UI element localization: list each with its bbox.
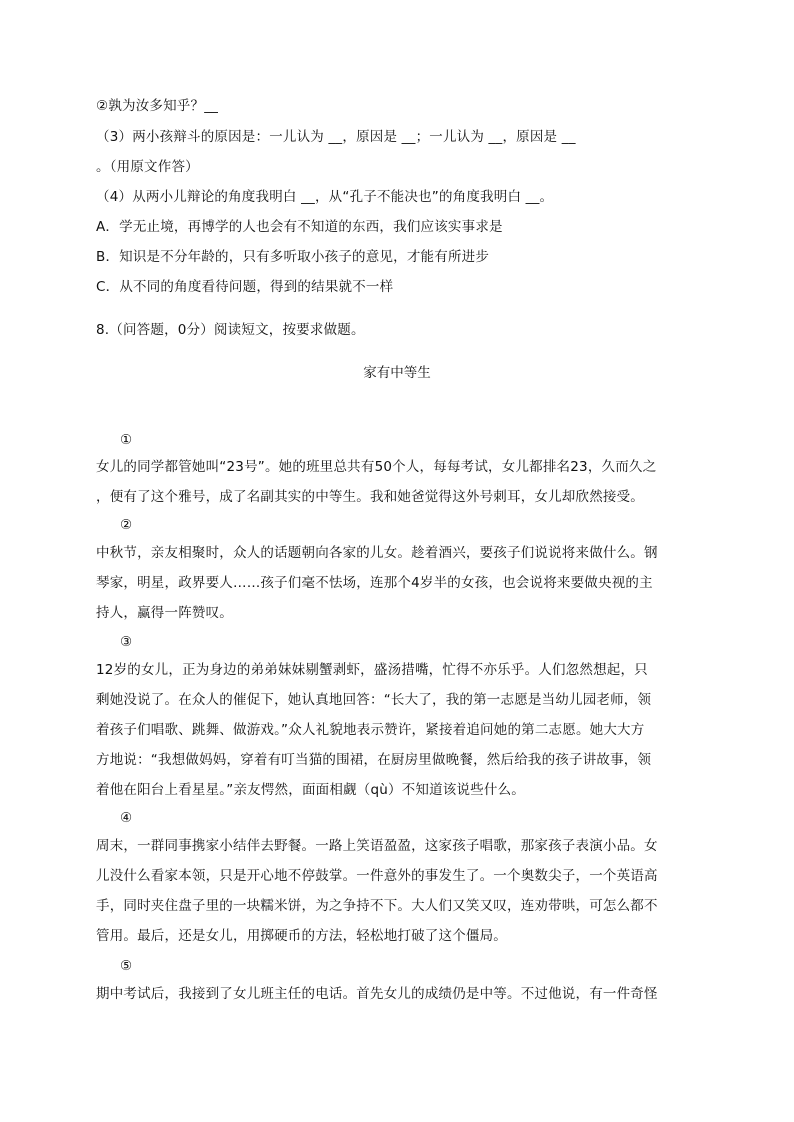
paragraph-marker: ④ [120,810,133,826]
paragraph-line: 儿没什么看家本领，只是开心地不停鼓掌。一件意外的事发生了。一个奥数尖子，一个英语高 [96,868,658,884]
paragraph-line: 中秋节，亲友相聚时，众人的话题朝向各家的儿女。趁着酒兴，要孩子们说说将来做什么。钢 [96,545,658,561]
paragraph-line: ，便有了这个雅号，成了名副其实的中等生。我和她爸觉得这外号刺耳，女儿却欣然接受。 [96,489,644,505]
option-b: B．知识是不分年龄的，只有多听取小孩子的意见，才能有所进步 [96,249,490,265]
question-7-part4: （4）从两小儿辩论的角度我明白 __，从“孔子不能决也”的角度我明白 __。 [96,189,554,205]
paragraph-line: 方地说：“我想做妈妈，穿着有叮当猫的围裙，在厨房里做晚餐，然后给我的孩子讲故事，领 [96,752,652,768]
question-8-header: 8.（问答题，0分）阅读短文，按要求做题。 [96,322,365,338]
paragraph-line: 管用。最后，还是女儿，用掷硬币的方法，轻松地打破了这个僵局。 [96,928,507,944]
paragraph-line: 琴家，明星，政界要人……孩子们毫不怯场，连那个4岁半的女孩，也会说将来要做央视的主 [96,575,653,591]
paragraph-line: 手，同时夹住盘子里的一块糯米饼，为之争持不下。大人们又笑又叹，连劝带哄，可怎么都不 [96,898,658,914]
option-c: C．从不同的角度看待问题，得到的结果就不一样 [96,279,394,295]
paragraph-line: 着他在阳台上看星星。”亲友愕然，面面相觑（qù）不知道该说些什么。 [96,782,525,798]
paragraph-marker: ⑤ [120,958,133,974]
paragraph-marker: ① [120,432,133,448]
question-7-part3-line2: 。（用原文作答） [96,159,199,175]
paragraph-line: 剩她没说了。在众人的催促下，她认真地回答：“长大了，我的第一志愿是当幼儿园老师，领 [96,692,652,708]
paragraph-line: 着孩子们唱歌、跳舞、做游戏。”众人礼貌地表示赞许，紧接着追问她的第二志愿。她大大方 [96,722,645,738]
question-7-sub2: ②孰为汝多知乎？__ [96,98,219,114]
paragraph-marker: ② [120,517,133,533]
paragraph-line: 女儿的同学都管她叫“23号”。她的班里总共有50个人，每每考试，女儿都排名23，久而久之 [96,459,657,475]
paragraph-line: 持人，赢得一阵赞叹。 [96,605,233,621]
question-7-part3-line1: （3）两小孩辩斗的原因是：一儿认为 __，原因是 __；一儿认为 __，原因是 __ [96,129,576,145]
paragraph-line: 12岁的女儿，正为身边的弟弟妹妹剔蟹剥虾，盛汤措嘴，忙得不亦乐乎。人们忽然想起，只 [96,662,648,678]
paragraph-line: 周末，一群同事携家小结伴去野餐。一路上笑语盈盈，这家孩子唱歌，那家孩子表演小品。女 [96,838,658,854]
article-title: 家有中等生 [363,365,431,381]
paragraph-marker: ③ [120,634,133,650]
paragraph-line: 期中考试后，我接到了女儿班主任的电话。首先女儿的成绩仍是中等。不过他说，有一件奇怪 [96,986,658,1002]
option-a: A．学无止境，再博学的人也会有不知道的东西，我们应该实事求是 [96,219,503,235]
